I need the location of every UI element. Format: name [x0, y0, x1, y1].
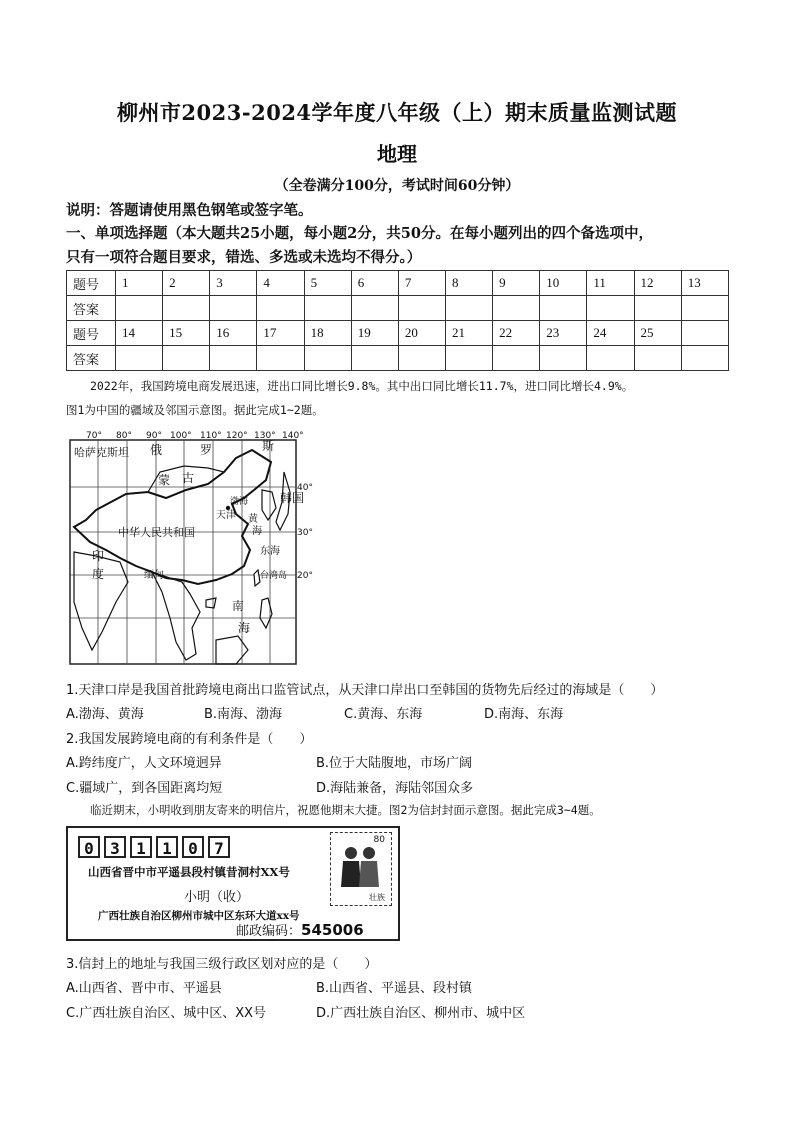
question-number-cell: 9 [493, 271, 540, 296]
lat-label: 20° [297, 571, 313, 581]
postcode-digit: 1 [156, 836, 178, 858]
question-number-cell: 7 [398, 271, 445, 296]
place-label: 海 [252, 526, 262, 537]
table-row [67, 296, 729, 321]
china-map [66, 431, 313, 666]
answer-cell[interactable] [163, 296, 210, 321]
exam-info: （全卷满分100分，考试时间60分钟） [274, 178, 520, 194]
answer-cell[interactable] [398, 346, 445, 371]
answer-cell[interactable] [351, 346, 398, 371]
question-number-cell: 24 [587, 321, 634, 346]
answer-cell[interactable] [398, 296, 445, 321]
place-label: 斯 [262, 439, 275, 453]
place-label: 俄 [150, 443, 163, 457]
q1-option-d: D.南海、东海 [484, 707, 564, 722]
postcode-digit: 1 [130, 836, 152, 858]
answer-cell[interactable] [351, 296, 398, 321]
question-number-cell: 11 [587, 271, 634, 296]
q2-option-c: C.疆域广，到各国距离均短 [66, 781, 223, 796]
answer-cell[interactable] [540, 346, 587, 371]
section-heading-line1: 一、单项选择题（本大题共25小题，每小题2分，共50分。在每小题列出的四个备选项中， [66, 225, 653, 242]
question-number-cell: 20 [398, 321, 445, 346]
passage-1-line2: 图1为中国的疆域及邻国示意图。据此完成1~2题。 [66, 403, 324, 417]
answer-cell[interactable] [210, 296, 257, 321]
postcode-boxes [78, 836, 234, 858]
q2-option-a: A.跨纬度广，人文环境迥异 [66, 756, 222, 771]
question-number-cell: 15 [163, 321, 210, 346]
question-number-cell: 21 [445, 321, 492, 346]
answer-cell[interactable] [587, 296, 634, 321]
answer-cell[interactable] [257, 346, 304, 371]
q1-option-a: A.渤海、黄海 [66, 707, 144, 722]
lon-label: 140° [282, 431, 304, 441]
q3-option-a: A.山西省、晋中市、平遥县 [66, 981, 222, 996]
answer-cell[interactable] [116, 296, 163, 321]
q3-option-c: C.广西壮族自治区、城中区、XX号 [66, 1006, 267, 1021]
place-label: 缅甸 [144, 570, 164, 581]
question-number-cell: 19 [351, 321, 398, 346]
question-number-cell: 14 [116, 321, 163, 346]
recipient-name: 小明（收） [184, 890, 250, 905]
answer-cell[interactable] [304, 296, 351, 321]
row-label: 答案 [67, 296, 116, 321]
place-label: 渤海 [230, 497, 249, 507]
q1-option-c: C.黄海、东海 [344, 707, 423, 722]
lon-label: 130° [254, 431, 276, 441]
question-number-cell [681, 321, 728, 346]
place-label: 罗 [200, 443, 213, 457]
lat-label: 30° [297, 528, 313, 538]
answer-cell[interactable] [634, 346, 681, 371]
question-number-cell: 5 [304, 271, 351, 296]
table-row [67, 321, 729, 346]
postcode-label: 邮政编码： [236, 924, 302, 939]
question-1-stem: 1.天津口岸是我国首批跨境电商出口监管试点，从天津口岸出口至韩国的货物先后经过的海域是（ ） [66, 683, 664, 698]
question-number-cell: 18 [304, 321, 351, 346]
question-number-cell: 8 [445, 271, 492, 296]
question-number-cell: 16 [210, 321, 257, 346]
answer-cell[interactable] [257, 296, 304, 321]
row-label: 题号 [67, 271, 116, 296]
question-number-cell: 25 [634, 321, 681, 346]
place-label: 台湾岛 [260, 571, 288, 581]
question-number-cell: 3 [210, 271, 257, 296]
from-address: 广西壮族自治区柳州市城中区东环大道xx号 [98, 910, 300, 922]
answer-cell[interactable] [445, 346, 492, 371]
lon-label: 120° [226, 431, 248, 441]
place-label: 古 [182, 471, 195, 485]
stamp [330, 832, 392, 906]
q2-option-d: D.海陆兼备，海陆邻国众多 [316, 781, 474, 796]
stamp-value: 80 [373, 835, 385, 845]
subject-title: 地理 [377, 142, 417, 166]
q2-option-b: B.位于大陆腹地，市场广阔 [316, 756, 473, 771]
answer-cell[interactable] [163, 346, 210, 371]
postcode-digit: 0 [182, 836, 204, 858]
section-heading-line2: 只有一项符合题目要求，错选、多选或未选均不得分。） [66, 249, 422, 266]
question-3-stem: 3.信封上的地址与我国三级行政区划对应的是（ ） [66, 957, 378, 972]
lon-label: 70° [86, 431, 102, 441]
place-label: 哈萨克斯坦 [74, 446, 129, 459]
question-number-cell: 10 [540, 271, 587, 296]
place-label: 东海 [260, 546, 280, 557]
row-label: 答案 [67, 346, 116, 371]
question-number-cell: 22 [493, 321, 540, 346]
china-map-figure [66, 431, 313, 666]
question-2-stem: 2.我国发展跨境电商的有利条件是（ ） [66, 732, 313, 747]
instruction-note: 说明：答题请使用黑色钢笔或签字笔。 [66, 202, 313, 219]
answer-cell[interactable] [493, 296, 540, 321]
table-row [67, 346, 729, 371]
question-number-cell: 2 [163, 271, 210, 296]
answer-cell[interactable] [634, 296, 681, 321]
envelope-figure [66, 826, 400, 941]
question-number-cell: 1 [116, 271, 163, 296]
answer-cell[interactable] [681, 296, 728, 321]
q3-option-d: D.广西壮族自治区、柳州市、城中区 [316, 1006, 526, 1021]
question-number-cell: 13 [681, 271, 728, 296]
passage-1-line1: 2022年，我国跨境电商发展迅速，进出口同比增长9.8%。其中出口同比增长11.7%，进口同比增长4.9%。 [90, 379, 634, 393]
place-label: 中华人民共和国 [118, 526, 195, 539]
answer-cell[interactable] [587, 346, 634, 371]
passage-2: 临近期末，小明收到朋友寄来的明信片，祝愿他期末大捷。图2为信封封面示意图。据此完成3~4题。 [90, 803, 601, 817]
place-label: 蒙 [158, 473, 171, 487]
answer-cell[interactable] [681, 346, 728, 371]
question-number-cell: 6 [351, 271, 398, 296]
answer-cell[interactable] [540, 296, 587, 321]
q1-option-b: B.南海、渤海 [204, 707, 283, 722]
place-label: 南 [232, 599, 245, 613]
lat-label: 40° [297, 483, 313, 493]
postcode-digit: 3 [104, 836, 126, 858]
q3-option-b: B.山西省、平遥县、段村镇 [316, 981, 473, 996]
question-number-cell: 23 [540, 321, 587, 346]
answer-cell[interactable] [304, 346, 351, 371]
stamp-caption: 壮族 [369, 893, 385, 902]
postcode-value: 545006 [301, 921, 364, 939]
stamp-figure-icon [335, 843, 385, 891]
answer-table [66, 270, 729, 371]
lon-label: 110° [200, 431, 222, 441]
table-row [67, 271, 729, 296]
place-label: 黄 [248, 514, 258, 525]
row-label: 题号 [67, 321, 116, 346]
postcode-digit: 7 [208, 836, 230, 858]
question-number-cell: 12 [634, 271, 681, 296]
answer-cell[interactable] [493, 346, 540, 371]
exam-title: 柳州市2023-2024学年度八年级（上）期末质量监测试题 [116, 100, 678, 125]
lon-label: 80° [116, 431, 132, 441]
lon-label: 100° [170, 431, 192, 441]
to-address: 山西省晋中市平遥县段村镇昔洞村XX号 [88, 865, 290, 879]
section-heading [66, 222, 746, 270]
postcode-digit: 0 [78, 836, 100, 858]
answer-cell[interactable] [445, 296, 492, 321]
place-label: 天津 [216, 510, 236, 521]
question-number-cell: 17 [257, 321, 304, 346]
answer-cell[interactable] [116, 346, 163, 371]
place-label: 韩国 [279, 491, 304, 505]
place-label: 度 [92, 567, 105, 581]
lon-label: 90° [146, 431, 162, 441]
answer-cell[interactable] [210, 346, 257, 371]
sender-postcode [236, 920, 364, 939]
place-label: 印 [92, 549, 105, 563]
place-label: 海 [238, 621, 251, 635]
question-number-cell: 4 [257, 271, 304, 296]
